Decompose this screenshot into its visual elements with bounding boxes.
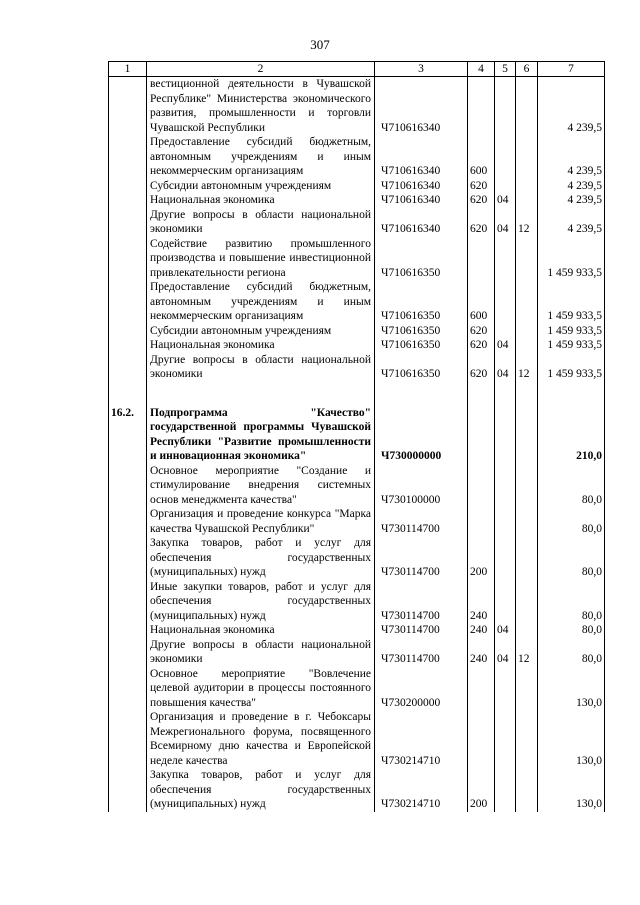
row-number [109, 580, 147, 624]
row-description: Организация и проведение конкурса "Марка качества Чувашской Республики" [147, 507, 375, 536]
row-number [109, 667, 147, 711]
row-section [495, 507, 516, 536]
row-number [109, 710, 147, 768]
row-description: Организация и проведение в г. Чебоксары Межрегионального форума, посвященного Всемирному дню качества и Европейской неделе качества [147, 710, 375, 768]
budget-table [108, 61, 605, 812]
table-row [109, 406, 605, 464]
row-section [495, 536, 516, 580]
row-target-code: Ч710616340 [375, 179, 468, 194]
table-row [109, 710, 605, 768]
row-amount: 1 459 933,5 [538, 237, 605, 281]
row-subsection: 12 [516, 208, 538, 237]
row-description: Содействие развитию промышленного производства и повышение инвестиционной привлекательности региона [147, 237, 375, 281]
row-section [495, 406, 516, 464]
row-number [109, 507, 147, 536]
row-section [495, 179, 516, 194]
row-section [495, 580, 516, 624]
row-expense-type: 600 [468, 135, 495, 179]
row-description: Другие вопросы в области национальной экономики [147, 208, 375, 237]
row-amount: 80,0 [538, 464, 605, 508]
row-description: Национальная экономика [147, 193, 375, 208]
table-header-row [109, 62, 605, 77]
table-row [109, 464, 605, 508]
row-amount: 130,0 [538, 710, 605, 768]
row-expense-type: 620 [468, 324, 495, 339]
table-row [109, 135, 605, 179]
row-number [109, 77, 147, 136]
row-description: Национальная экономика [147, 623, 375, 638]
row-number [109, 353, 147, 382]
column-header-2: 2 [147, 62, 375, 77]
row-amount: 80,0 [538, 623, 605, 638]
table-row [109, 580, 605, 624]
row-number [109, 464, 147, 508]
row-expense-type [468, 406, 495, 464]
row-amount: 4 239,5 [538, 193, 605, 208]
row-description: Закупка товаров, работ и услуг для обеспечения государственных (муниципальных) нужд [147, 768, 375, 812]
row-subsection: 12 [516, 353, 538, 382]
row-number [109, 536, 147, 580]
row-amount: 80,0 [538, 580, 605, 624]
row-expense-type: 240 [468, 580, 495, 624]
row-expense-type: 620 [468, 338, 495, 353]
row-subsection [516, 710, 538, 768]
row-subsection [516, 623, 538, 638]
row-target-code: Ч710616340 [375, 77, 468, 136]
row-amount: 130,0 [538, 768, 605, 812]
row-subsection [516, 536, 538, 580]
table-row [109, 667, 605, 711]
table-row [109, 280, 605, 324]
row-description: Основное мероприятие "Вовлечение целевой аудитории в процессы постоянного повышения качества" [147, 667, 375, 711]
row-amount: 4 239,5 [538, 77, 605, 136]
row-target-code: Ч710616350 [375, 353, 468, 382]
row-number [109, 237, 147, 281]
row-number [109, 338, 147, 353]
column-header-3: 3 [375, 62, 468, 77]
row-section: 04 [495, 193, 516, 208]
row-target-code: Ч730100000 [375, 464, 468, 508]
table-body [109, 77, 605, 812]
row-target-code: Ч710616350 [375, 280, 468, 324]
row-expense-type: 200 [468, 768, 495, 812]
row-target-code: Ч710616340 [375, 193, 468, 208]
row-description: Иные закупки товаров, работ и услуг для обеспечения государственных (муниципальных) нужд [147, 580, 375, 624]
spacer-row [109, 382, 605, 406]
row-target-code: Ч730214710 [375, 768, 468, 812]
row-amount: 1 459 933,5 [538, 280, 605, 324]
row-section: 04 [495, 353, 516, 382]
row-expense-type: 620 [468, 179, 495, 194]
row-amount: 1 459 933,5 [538, 338, 605, 353]
row-section [495, 464, 516, 508]
table-row [109, 193, 605, 208]
row-number [109, 623, 147, 638]
row-description: Национальная экономика [147, 338, 375, 353]
row-section [495, 135, 516, 179]
row-expense-type: 200 [468, 536, 495, 580]
row-amount: 4 239,5 [538, 135, 605, 179]
row-subsection [516, 135, 538, 179]
row-subsection [516, 77, 538, 136]
row-description: Закупка товаров, работ и услуг для обеспечения государственных (муниципальных) нужд [147, 536, 375, 580]
row-target-code: Ч730114700 [375, 638, 468, 667]
row-target-code: Ч710616350 [375, 237, 468, 281]
row-target-code: Ч730114700 [375, 580, 468, 624]
row-description: Субсидии автономным учреждениям [147, 324, 375, 339]
row-subsection [516, 193, 538, 208]
column-header-6: 6 [516, 62, 538, 77]
row-section [495, 237, 516, 281]
table-row [109, 208, 605, 237]
row-description: Предоставление субсидий бюджетным, автономным учреждениям и иным некоммерческим организациям [147, 280, 375, 324]
row-section [495, 77, 516, 136]
row-subsection [516, 237, 538, 281]
row-section [495, 667, 516, 711]
row-amount: 1 459 933,5 [538, 353, 605, 382]
table-row [109, 338, 605, 353]
row-subsection [516, 338, 538, 353]
row-expense-type: 620 [468, 193, 495, 208]
row-section [495, 768, 516, 812]
row-amount: 80,0 [538, 507, 605, 536]
row-target-code: Ч730214710 [375, 710, 468, 768]
row-description: Субсидии автономным учреждениям [147, 179, 375, 194]
row-expense-type [468, 77, 495, 136]
row-subsection [516, 179, 538, 194]
row-amount: 130,0 [538, 667, 605, 711]
table-row [109, 77, 605, 136]
row-expense-type [468, 710, 495, 768]
row-section [495, 710, 516, 768]
row-subsection [516, 667, 538, 711]
row-description: Другие вопросы в области национальной экономики [147, 638, 375, 667]
table-row [109, 536, 605, 580]
column-header-4: 4 [468, 62, 495, 77]
row-number: 16.2. [109, 406, 147, 464]
row-target-code: Ч730200000 [375, 667, 468, 711]
row-target-code: Ч710616340 [375, 135, 468, 179]
row-subsection [516, 324, 538, 339]
row-number [109, 179, 147, 194]
row-section: 04 [495, 638, 516, 667]
table-row [109, 623, 605, 638]
row-number [109, 135, 147, 179]
page-number: 307 [310, 37, 330, 52]
column-header-1: 1 [109, 62, 147, 77]
row-number [109, 280, 147, 324]
row-subsection [516, 280, 538, 324]
row-subsection [516, 580, 538, 624]
column-header-7: 7 [538, 62, 605, 77]
row-expense-type [468, 507, 495, 536]
row-number [109, 208, 147, 237]
row-expense-type [468, 237, 495, 281]
row-description: Основное мероприятие "Создание и стимулирование внедрения системных основ менеджмента качества" [147, 464, 375, 508]
row-amount: 210,0 [538, 406, 605, 464]
row-section [495, 280, 516, 324]
row-subsection [516, 507, 538, 536]
row-subsection [516, 464, 538, 508]
row-target-code: Ч710616350 [375, 324, 468, 339]
row-target-code: Ч730000000 [375, 406, 468, 464]
row-amount: 1 459 933,5 [538, 324, 605, 339]
row-expense-type: 620 [468, 353, 495, 382]
row-number [109, 193, 147, 208]
row-number [109, 324, 147, 339]
column-header-5: 5 [495, 62, 516, 77]
row-amount: 4 239,5 [538, 179, 605, 194]
row-section [495, 324, 516, 339]
row-target-code: Ч710616340 [375, 208, 468, 237]
row-section: 04 [495, 338, 516, 353]
row-expense-type: 600 [468, 280, 495, 324]
row-amount: 4 239,5 [538, 208, 605, 237]
row-description: вестиционной деятельности в Чувашской Республике" Министерства экономического развития, промышленности и торговли Чувашской Республики [147, 77, 375, 136]
row-description: Другие вопросы в области национальной экономики [147, 353, 375, 382]
row-amount: 80,0 [538, 638, 605, 667]
row-expense-type: 240 [468, 638, 495, 667]
row-description: Предоставление субсидий бюджетным, автономным учреждениям и иным некоммерческим организациям [147, 135, 375, 179]
row-target-code: Ч730114700 [375, 507, 468, 536]
row-amount: 80,0 [538, 536, 605, 580]
row-expense-type: 240 [468, 623, 495, 638]
row-expense-type [468, 464, 495, 508]
row-subsection [516, 406, 538, 464]
table-row [109, 324, 605, 339]
row-target-code: Ч710616350 [375, 338, 468, 353]
row-expense-type [468, 667, 495, 711]
row-number [109, 768, 147, 812]
row-target-code: Ч730114700 [375, 536, 468, 580]
row-target-code: Ч730114700 [375, 623, 468, 638]
row-subsection [516, 768, 538, 812]
table-row [109, 768, 605, 812]
table-row [109, 237, 605, 281]
table-row [109, 179, 605, 194]
row-section: 04 [495, 623, 516, 638]
row-section: 04 [495, 208, 516, 237]
row-expense-type: 620 [468, 208, 495, 237]
row-number [109, 638, 147, 667]
row-subsection: 12 [516, 638, 538, 667]
table-row [109, 638, 605, 667]
row-description: Подпрограмма "Качество" государственной программы Чувашской Республики "Развитие промышленности и инновационная экономика" [147, 406, 375, 464]
table-row [109, 353, 605, 382]
table-row [109, 507, 605, 536]
